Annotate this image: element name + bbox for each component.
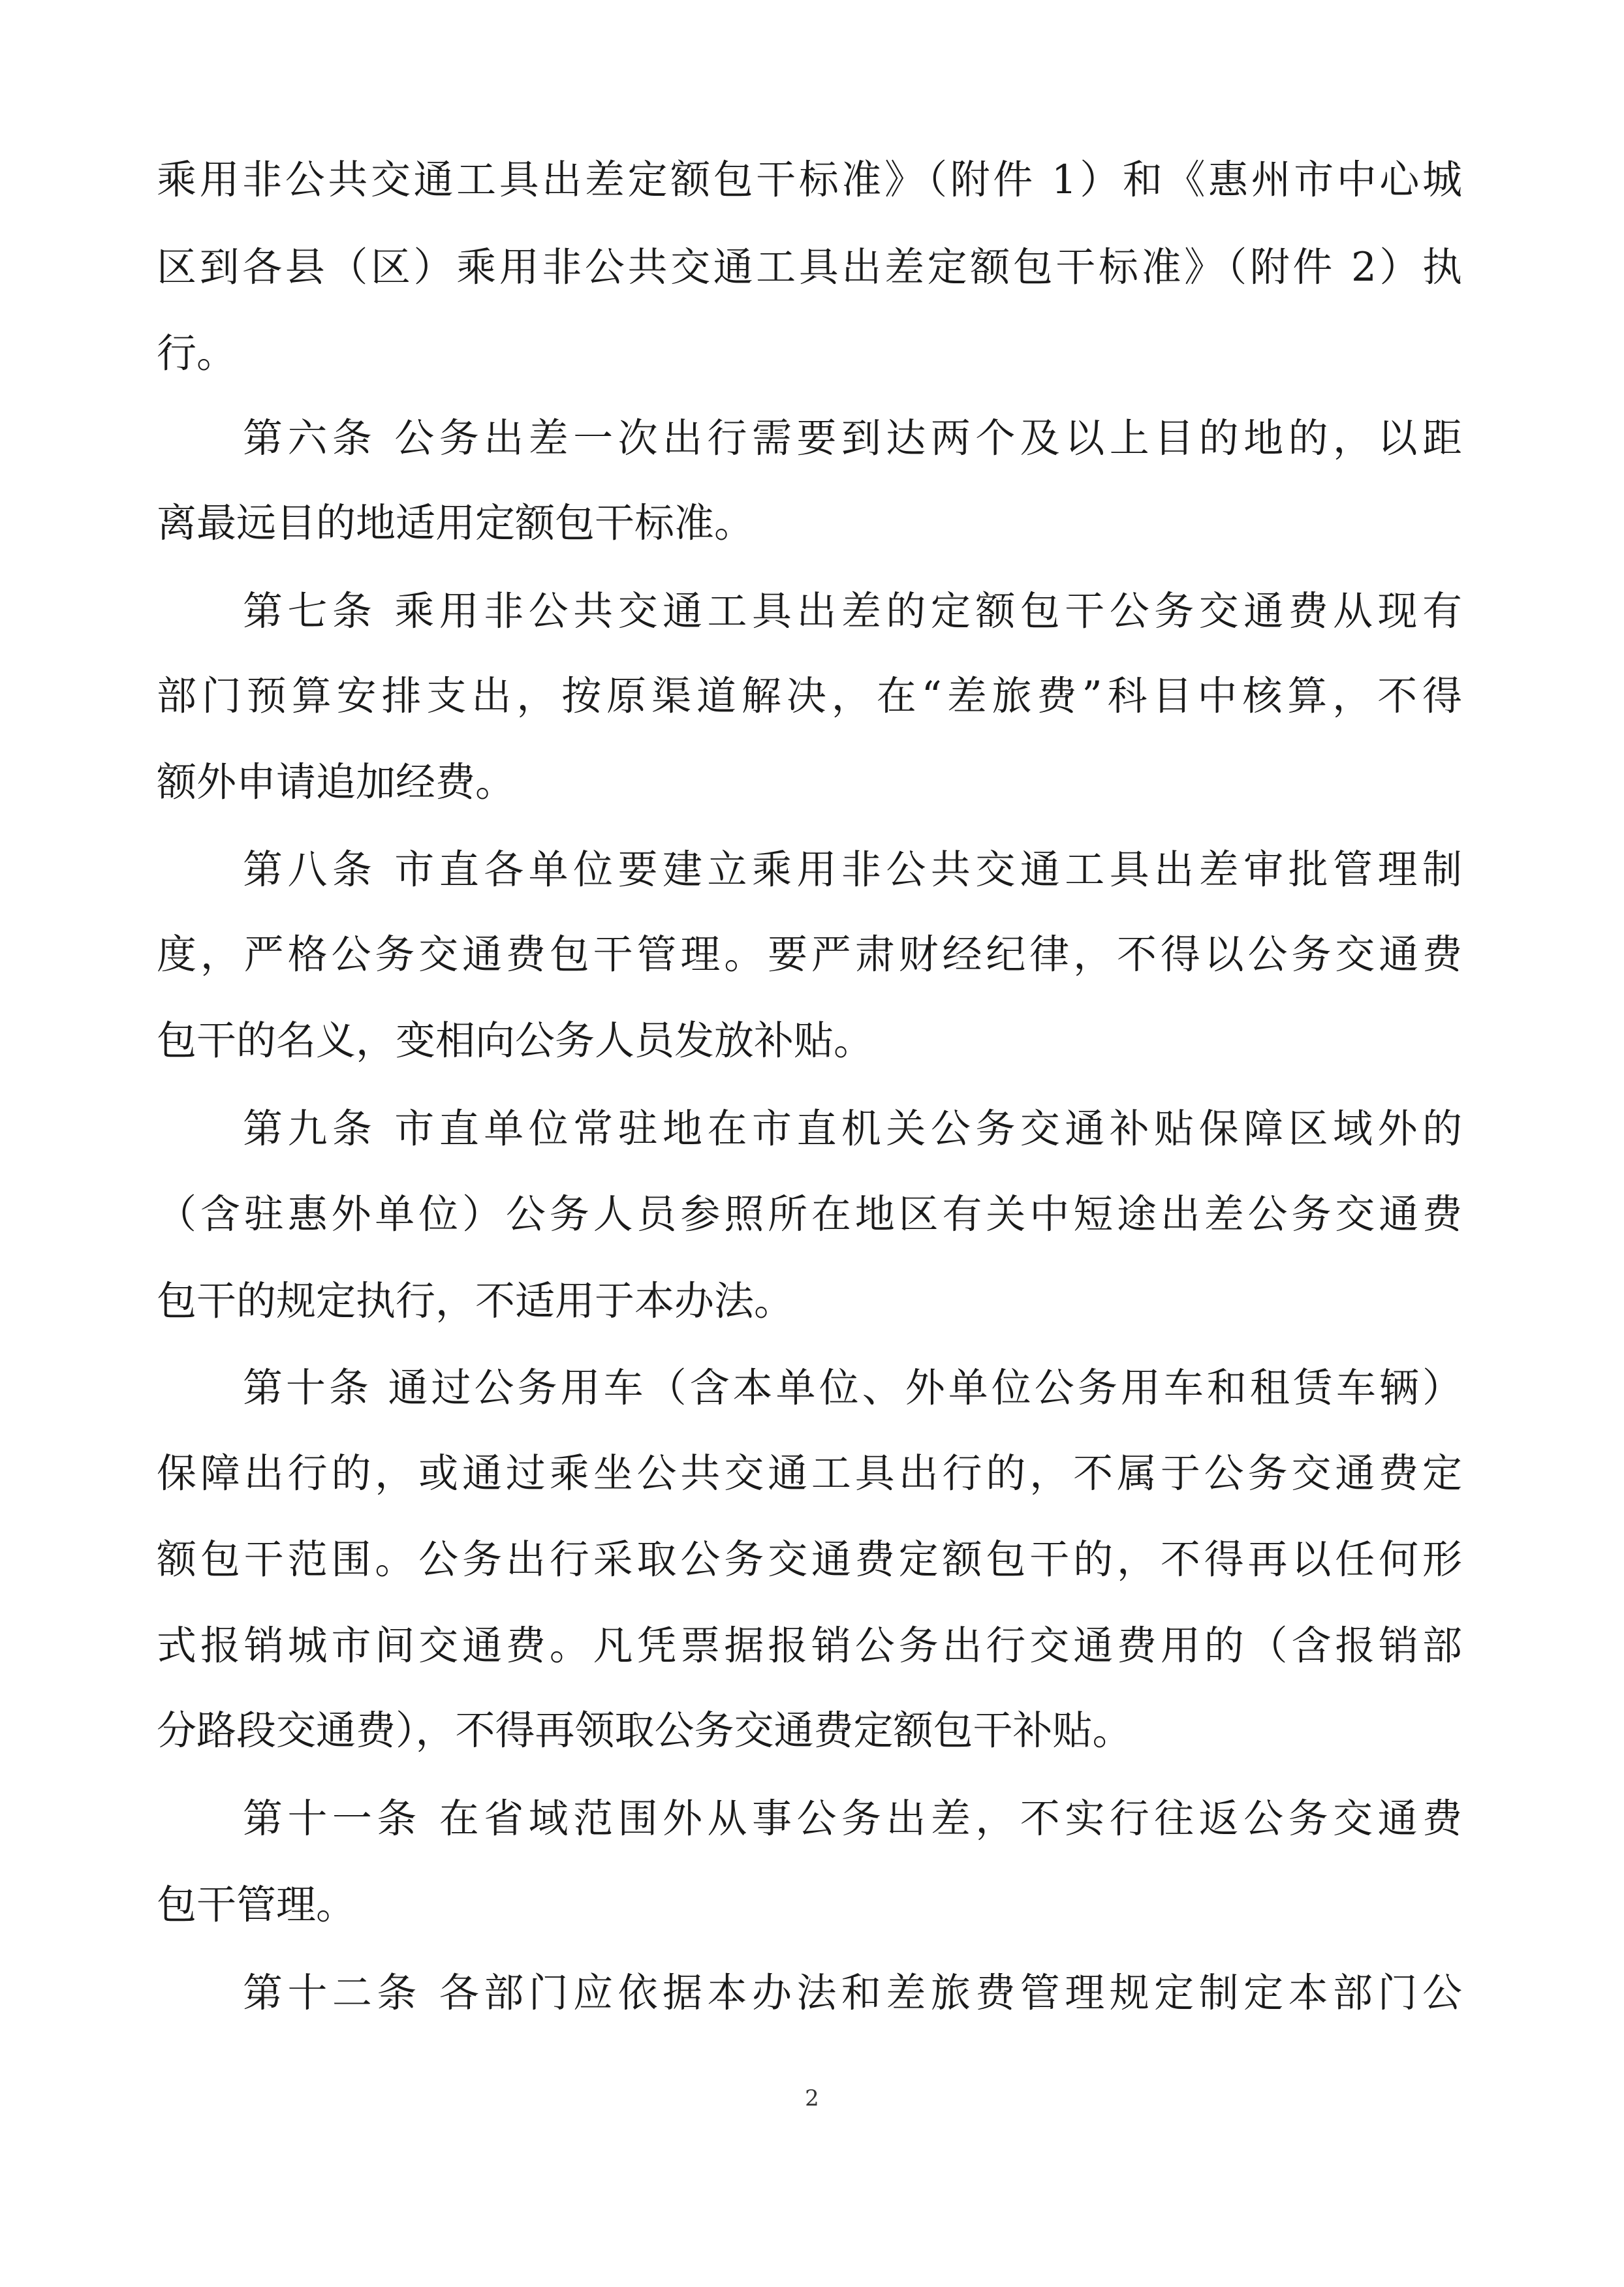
article-9-heading-line: 第九条 市直单位常驻地在市直机关公务交通补贴保障区域外的: [243, 1106, 1462, 1152]
body-text-line: 分路段交通费），不得再领取公务交通费定额包干补贴。: [157, 1707, 1132, 1754]
body-text-line: 区到各县（区）乘用非公共交通工具出差定额包干标准》（附件 2）执: [157, 244, 1462, 290]
article-11-heading-line: 第十一条 在省域范围外从事公务出差，不实行往返公务交通费: [243, 1796, 1462, 1842]
article-6-heading-line: 第六条 公务出差一次出行需要到达两个及以上目的地的，以距: [243, 415, 1462, 461]
body-text-line: 乘用非公共交通工具出差定额包干标准》（附件 1）和《惠州市中心城: [157, 157, 1462, 203]
body-text-line: 包干的名义，变相向公务人员发放补贴。: [157, 1018, 874, 1064]
page-number: 2: [805, 2085, 819, 2111]
article-10-heading-line: 第十条 通过公务用车（含本单位、外单位公务用车和租赁车辆）: [243, 1365, 1462, 1411]
article-8-heading-line: 第八条 市直各单位要建立乘用非公共交通工具出差审批管理制: [243, 847, 1462, 893]
body-text-line: 包干的规定执行，不适用于本办法。: [157, 1278, 794, 1324]
article-12-heading-line: 第十二条 各部门应依据本办法和差旅费管理规定制定本部门公: [243, 1970, 1462, 2016]
body-text-line: 式报销城市间交通费。凡凭票据报销公务出行交通费用的（含报销部: [157, 1623, 1462, 1669]
body-text-line: （含驻惠外单位）公务人员参照所在地区有关中短途出差公务交通费: [157, 1191, 1462, 1237]
body-text-line: 行。: [157, 330, 237, 377]
article-7-heading-line: 第七条 乘用非公共交通工具出差的定额包干公务交通费从现有: [243, 588, 1462, 634]
body-text-line: 部门预算安排支出，按原渠道解决，在“差旅费”科目中核算，不得: [157, 673, 1462, 719]
body-text-line: 保障出行的，或通过乘坐公共交通工具出行的，不属于公务交通费定: [157, 1450, 1462, 1497]
body-text-line: 度，严格公务交通费包干管理。要严肃财经纪律，不得以公务交通费: [157, 931, 1462, 978]
body-text-line: 包干管理。: [157, 1882, 356, 1928]
body-text-line: 额包干范围。公务出行采取公务交通费定额包干的，不得再以任何形: [157, 1536, 1462, 1583]
body-text-line: 离最远目的地适用定额包干标准。: [157, 500, 755, 546]
body-text-line: 额外申请追加经费。: [157, 759, 516, 805]
